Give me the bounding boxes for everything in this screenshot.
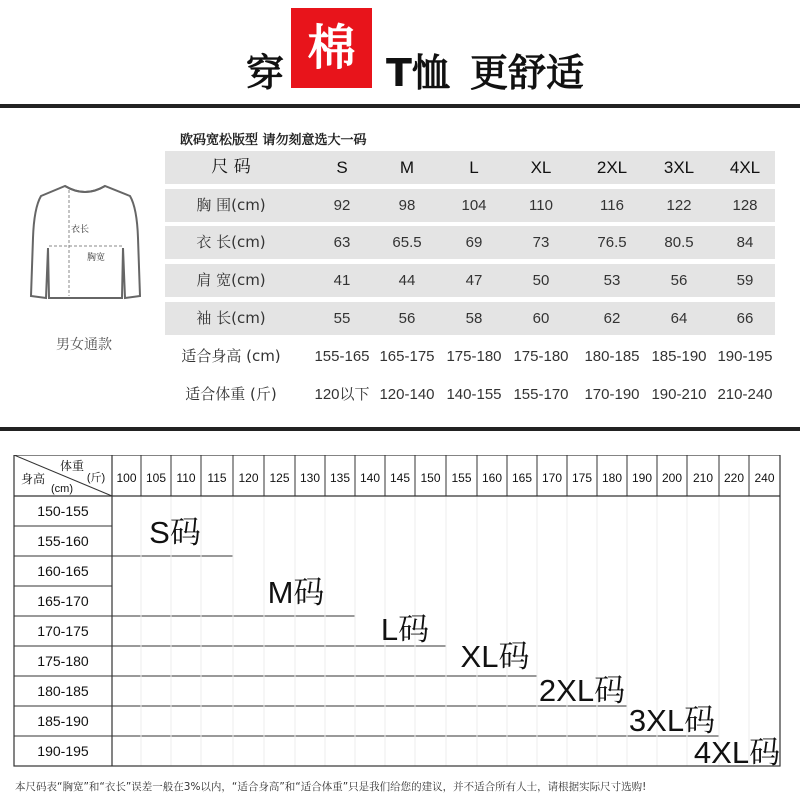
table-cell: 53: [603, 272, 621, 289]
row-label: 适合身高 (cm): [181, 347, 281, 365]
table-cell: 104: [461, 197, 487, 214]
table-cell: 116: [600, 197, 624, 214]
size-header-2xl: 2XL: [596, 158, 628, 177]
table-cell: 190-210: [651, 386, 707, 403]
height-label: 150-155: [37, 503, 89, 519]
table-cell: 190-195: [717, 348, 773, 365]
table-cell: 155-165: [314, 348, 370, 365]
table-cell: 170-190: [584, 386, 640, 403]
size-table-row: [165, 340, 775, 373]
size-table-row: [165, 264, 775, 297]
weight-header: 240: [754, 471, 775, 485]
weight-header: 135: [329, 471, 351, 485]
table-cell: 80.5: [664, 234, 694, 251]
table-cell: 180-185: [584, 348, 640, 365]
table-cell: 120以下: [314, 386, 370, 403]
table-cell: 73: [532, 234, 550, 251]
table-cell: 66: [736, 310, 754, 327]
table-cell: 165-175: [379, 348, 435, 365]
size-recommendation-grid: [12, 455, 788, 767]
zone-label-3: L码: [380, 612, 430, 647]
row-label: 袖 长(cm): [196, 309, 266, 327]
table-cell: 140-155: [446, 386, 502, 403]
weight-header: 145: [389, 471, 411, 485]
size-header-xl: XL: [530, 158, 552, 177]
table-cell: 98: [398, 197, 416, 214]
table-cell: 59: [736, 272, 754, 289]
table-cell: 175-180: [513, 348, 569, 365]
table-cell: 56: [398, 310, 416, 327]
table-cell: 50: [532, 272, 550, 289]
height-label: 185-190: [37, 713, 89, 729]
size-header-4xl: 4XL: [729, 158, 761, 177]
zone-label-5: 2XL码: [538, 673, 626, 708]
weight-header: 200: [661, 471, 683, 485]
zone-label-1: S码: [149, 515, 201, 550]
height-label: 180-185: [37, 683, 89, 699]
title-suffix: 更舒适: [470, 51, 585, 95]
title-prefix: 穿: [246, 51, 285, 95]
unisex-label: 男女通款: [56, 337, 112, 353]
weight-header: 150: [420, 471, 441, 485]
diagram-label-length: 衣长: [71, 225, 90, 235]
table-cell: 128: [732, 197, 758, 214]
size-table-row: [165, 302, 775, 335]
table-cell: 210-240: [717, 386, 773, 403]
page-header: [0, 0, 800, 115]
weight-header: 155: [451, 471, 472, 485]
height-label: 160-165: [37, 563, 89, 579]
weight-header: 120: [238, 471, 259, 485]
section-divider: [0, 104, 800, 108]
corner-height-label: 身高: [20, 472, 46, 486]
zone-label-6: 3XL码: [628, 703, 716, 738]
table-cell: 92: [333, 197, 351, 214]
size-header-3xl: 3XL: [663, 158, 695, 177]
size-header-label: 尺 码: [211, 157, 251, 177]
footnote: 本尺码表“胸宽”和“衣长”误差一般在3%以内，“适合身高”和“适合体重”只是我们给您的建议，并不适合所有人士，请根据实际尺寸选购!: [15, 781, 647, 793]
table-cell: 84: [736, 234, 754, 251]
title-highlight-box: 棉: [291, 8, 372, 88]
height-label: 165-170: [37, 593, 89, 609]
row-label: 衣 长(cm): [196, 233, 266, 251]
size-header-s: S: [336, 158, 348, 177]
corner-height-unit: (cm): [51, 483, 73, 495]
size-table-row: [165, 378, 775, 411]
zone-label-2: M码: [267, 575, 325, 610]
table-cell: 76.5: [597, 234, 627, 251]
height-label: 190-195: [37, 743, 89, 759]
weight-header: 105: [145, 471, 167, 485]
zone-label-4: XL码: [460, 639, 530, 674]
table-cell: 41: [333, 272, 351, 289]
size-table-row: [165, 189, 775, 222]
weight-header: 130: [299, 471, 321, 485]
fit-note: 欧码宽松版型 请勿刻意选大一码: [180, 133, 367, 148]
table-cell: 155-170: [513, 386, 569, 403]
weight-header: 190: [631, 471, 653, 485]
table-cell: 175-180: [446, 348, 502, 365]
weight-header: 160: [481, 471, 503, 485]
weight-header: 180: [601, 471, 623, 485]
size-header-l: L: [469, 158, 479, 177]
table-cell: 64: [670, 310, 688, 327]
table-cell: 44: [398, 272, 416, 289]
row-label: 肩 宽(cm): [196, 271, 266, 289]
size-table-row: [165, 226, 775, 259]
height-label: 170-175: [37, 623, 89, 639]
height-label: 175-180: [37, 653, 89, 669]
table-cell: 47: [465, 272, 483, 289]
weight-header: 125: [269, 471, 290, 485]
table-cell: 65.5: [392, 234, 422, 251]
table-cell: 110: [529, 197, 553, 214]
row-label: 适合体重 (斤): [185, 385, 277, 403]
table-cell: 185-190: [651, 348, 707, 365]
table-cell: 122: [666, 197, 692, 214]
corner-weight-unit: (斤): [86, 472, 106, 484]
table-cell: 120-140: [379, 386, 435, 403]
diagram-label-chest: 胸宽: [87, 253, 106, 263]
table-cell: 56: [670, 272, 688, 289]
table-cell: 63: [333, 234, 351, 251]
corner-weight-label: 体重: [59, 459, 85, 473]
weight-header: 110: [176, 471, 196, 485]
row-label: 胸 围(cm): [196, 196, 266, 214]
section-divider: [0, 427, 800, 431]
table-cell: 69: [465, 234, 483, 251]
weight-header: 210: [692, 471, 714, 485]
size-header-row: [165, 151, 775, 184]
weight-header: 170: [541, 471, 563, 485]
table-cell: 58: [465, 310, 483, 327]
weight-header: 175: [571, 471, 593, 485]
weight-header: 115: [207, 471, 227, 485]
table-cell: 60: [532, 310, 550, 327]
table-cell: 62: [603, 310, 621, 327]
weight-header: 100: [116, 471, 137, 485]
tshirt-diagram-icon: [25, 178, 145, 326]
weight-header: 165: [511, 471, 533, 485]
weight-header: 220: [723, 471, 745, 485]
title-middle: T恤: [386, 51, 450, 95]
zone-label-7: 4XL码: [693, 735, 781, 767]
height-label: 155-160: [37, 533, 89, 549]
table-cell: 55: [333, 310, 351, 327]
size-header-m: M: [399, 158, 415, 177]
weight-header: 140: [359, 471, 381, 485]
